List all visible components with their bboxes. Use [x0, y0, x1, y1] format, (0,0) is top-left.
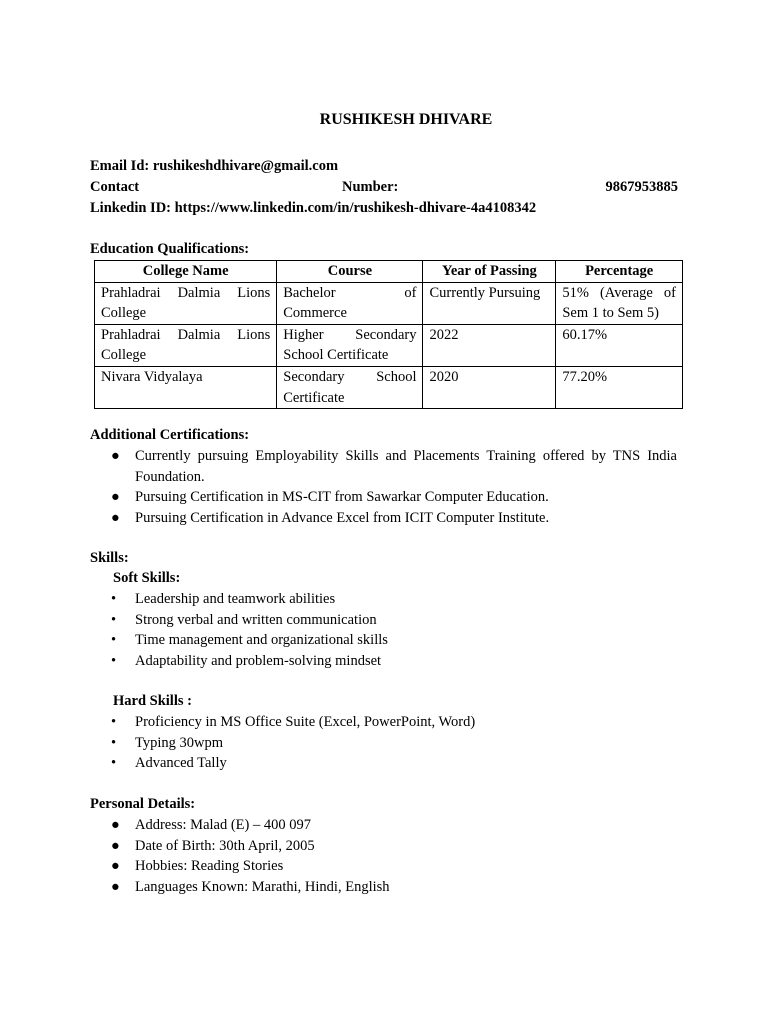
table-cell: 51% (Average of Sem 1 to Sem 5) — [556, 282, 683, 324]
list-item: • Time management and organizational skills — [90, 630, 388, 651]
certifications-heading: Additional Certifications: — [90, 427, 250, 443]
table-row — [95, 366, 683, 408]
education-table — [94, 260, 683, 409]
column-header: Percentage — [556, 261, 683, 283]
table-cell: Secondary School Certificate — [277, 366, 423, 408]
column-header: College Name — [95, 261, 277, 283]
contact-label: Contact — [90, 179, 140, 195]
bullet-icon: • — [111, 734, 117, 751]
column-header: Year of Passing — [423, 261, 556, 283]
list-item: • Advanced Tally — [90, 753, 475, 774]
list-item: ● Date of Birth: 30th April, 2005 — [90, 836, 390, 857]
bullet-icon: • — [111, 611, 117, 628]
table-cell: Prahladrai Dalmia Lions College — [95, 282, 277, 324]
email-line: Email Id: rushikeshdhivare@gmail.com — [90, 158, 339, 174]
bullet-icon: • — [111, 755, 117, 772]
bullet-icon: ● — [111, 448, 120, 464]
soft-skills-list — [90, 589, 388, 671]
number-label: Number: — [342, 179, 399, 195]
list-item: ● Pursuing Certification in Advance Excel from ICIT Computer Institute. — [90, 508, 677, 529]
soft-skills-heading: Soft Skills: — [113, 570, 181, 586]
column-header: Course — [277, 261, 423, 283]
certifications-list — [90, 446, 677, 528]
table-cell: Bachelor of Commerce — [277, 282, 423, 324]
list-item: ● Address: Malad (E) – 400 097 — [90, 815, 390, 836]
bullet-icon: ● — [111, 817, 120, 833]
table-cell: Currently Pursuing — [423, 282, 556, 324]
list-item: • Proficiency in MS Office Suite (Excel, PowerPoint, Word) — [90, 712, 475, 733]
table-cell: Higher Secondary School Certificate — [277, 324, 423, 366]
table-cell: 77.20% — [556, 366, 683, 408]
table-row — [95, 282, 683, 324]
bullet-icon: • — [111, 591, 117, 607]
list-item: ● Pursuing Certification in MS-CIT from Sawarkar Computer Education. — [90, 487, 677, 508]
list-item: ● Languages Known: Marathi, Hindi, English — [90, 877, 390, 898]
bullet-icon: • — [111, 632, 117, 649]
table-cell: 2020 — [423, 366, 556, 408]
table-cell: 2022 — [423, 324, 556, 366]
bullet-icon: ● — [111, 489, 120, 506]
contact-number: 9867953885 — [605, 179, 678, 195]
list-item: ● Hobbies: Reading Stories — [90, 856, 390, 877]
list-item: • Typing 30wpm — [90, 733, 475, 754]
list-item: • Strong verbal and written communication — [90, 610, 388, 631]
linkedin-line: Linkedin ID: https://www.linkedin.com/in/rushikesh-dhivare-4a4108342 — [90, 200, 537, 216]
table-cell: 60.17% — [556, 324, 683, 366]
personal-heading: Personal Details: — [90, 796, 196, 812]
bullet-icon: ● — [111, 878, 120, 895]
hard-skills-heading: Hard Skills : — [113, 693, 192, 709]
bullet-icon: ● — [111, 858, 120, 875]
hard-skills-list — [90, 712, 475, 774]
bullet-icon: ● — [111, 837, 120, 854]
table-cell: Nivara Vidyalaya — [95, 366, 277, 408]
table-row — [95, 324, 683, 366]
skills-heading: Skills: — [90, 550, 129, 566]
table-header-row — [95, 261, 683, 283]
personal-list — [90, 815, 390, 897]
table-cell: Prahladrai Dalmia Lions College — [95, 324, 277, 366]
list-item: ● Currently pursuing Employability Skills and Placements Training offered by TNS India Foundation. — [111, 448, 677, 485]
bullet-icon: • — [111, 652, 117, 669]
bullet-icon: ● — [111, 509, 120, 526]
list-item: • Leadership and teamwork abilities — [90, 589, 388, 610]
list-item: • Adaptability and problem-solving mindset — [90, 651, 388, 672]
education-heading: Education Qualifications: — [90, 241, 250, 257]
bullet-icon: • — [111, 714, 117, 730]
resume-name: RUSHIKESH DHIVARE — [319, 111, 493, 128]
